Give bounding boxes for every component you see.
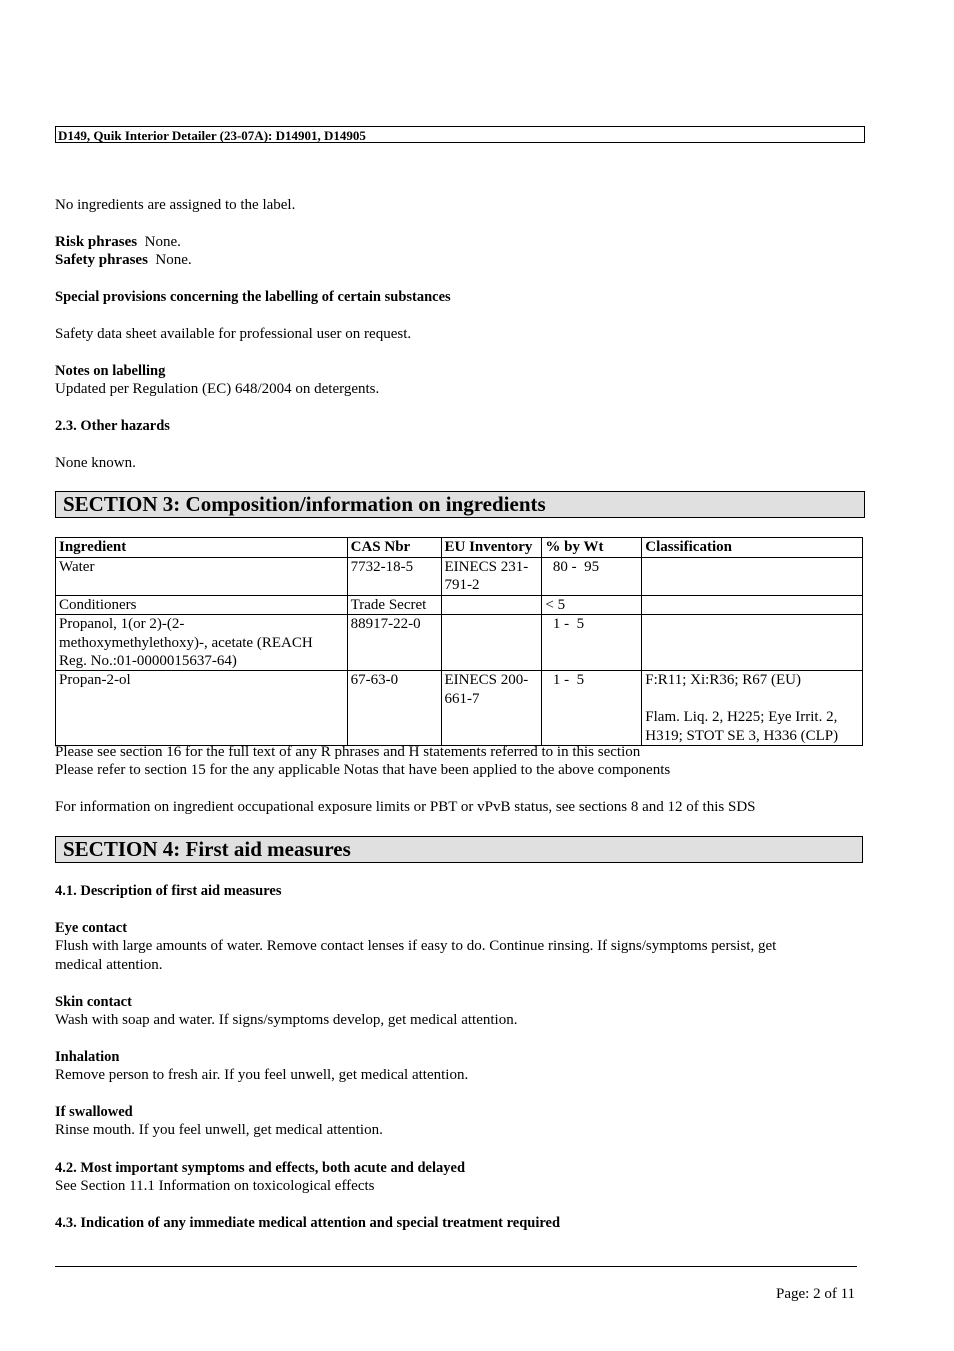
inhalation-text: Remove person to fresh air. If you feel unwell, get medical attention. [55, 1067, 469, 1083]
table-row [56, 558, 863, 596]
other-hazards-heading: 2.3. Other hazards [55, 418, 170, 434]
cell-wt: 1 - 5 [542, 615, 642, 671]
footer-divider [55, 1266, 857, 1267]
inhalation-heading: Inhalation [55, 1049, 120, 1065]
notes-labelling-text: Updated per Regulation (EC) 648/2004 on detergents. [55, 381, 380, 397]
table-row [56, 671, 863, 746]
cell-classification [642, 615, 863, 671]
cell-classification [642, 595, 863, 614]
safety-phrases-label: Safety phrases [55, 252, 148, 268]
section-3-note-r-phrases: Please see section 16 for the full text of any R phrases and H statements referred to in this section [55, 744, 641, 760]
col-wt: % by Wt [542, 538, 642, 558]
notes-labelling-heading: Notes on labelling [55, 363, 166, 379]
special-provisions-text: Safety data sheet available for professional user on request. [55, 326, 412, 342]
table-header-row [56, 538, 863, 558]
first-aid-description-heading: 4.1. Description of first aid measures [55, 883, 282, 899]
col-cas: CAS Nbr [347, 538, 441, 558]
col-ingredient: Ingredient [56, 538, 348, 558]
section-3-title: SECTION 3: Composition/information on ingredients [55, 491, 865, 518]
cell-classification: F:R11; Xi:R36; R67 (EU) Flam. Liq. 2, H225; Eye Irrit. 2, H319; STOT SE 3, H336 (CLP) [642, 671, 863, 746]
symptoms-heading: 4.2. Most important symptoms and effects, both acute and delayed [55, 1160, 466, 1176]
page-number: Page: 2 of 11 [776, 1286, 856, 1302]
section-3-note-notas: Please refer to section 15 for the any applicable Notas that have been applied to the above components [55, 762, 671, 778]
safety-phrases-value: None. [155, 252, 192, 268]
eye-contact-text-1: Flush with large amounts of water. Remove contact lenses if easy to do. Continue rinsing. If signs/symptoms persist, get [55, 938, 777, 954]
section-3-note-exposure: For information on ingredient occupational exposure limits or PBT or vPvB status, see sections 8 and 12 of this SDS [55, 799, 756, 815]
risk-phrases-label: Risk phrases [55, 234, 138, 250]
cell-eu: EINECS 231- 791-2 [441, 558, 542, 596]
if-swallowed-text: Rinse mouth. If you feel unwell, get medical attention. [55, 1122, 383, 1138]
cell-wt: 1 - 5 [542, 671, 642, 746]
risk-phrases-line [55, 233, 181, 251]
cell-cas: 88917-22-0 [347, 615, 441, 671]
eye-contact-text-2: medical attention. [55, 957, 163, 973]
cell-classification [642, 558, 863, 596]
other-hazards-text: None known. [55, 455, 136, 471]
skin-contact-text: Wash with soap and water. If signs/symptoms develop, get medical attention. [55, 1012, 518, 1028]
skin-contact-heading: Skin contact [55, 994, 132, 1010]
cell-ingredient: Propan-2-ol [56, 671, 348, 746]
col-eu-inventory: EU Inventory [441, 538, 542, 558]
cell-wt: 80 - 95 [542, 558, 642, 596]
cell-eu [441, 595, 542, 614]
if-swallowed-heading: If swallowed [55, 1104, 133, 1120]
indication-heading: 4.3. Indication of any immediate medical attention and special treatment required [55, 1215, 561, 1231]
special-provisions-heading: Special provisions concerning the labelling of certain substances [55, 289, 451, 305]
eye-contact-heading: Eye contact [55, 920, 128, 936]
no-ingredients-text: No ingredients are assigned to the label. [55, 197, 296, 213]
cell-eu: EINECS 200- 661-7 [441, 671, 542, 746]
symptoms-text: See Section 11.1 Information on toxicological effects [55, 1178, 375, 1194]
cell-ingredient: Propanol, 1(or 2)-(2- methoxymethylethoxy)-, acetate (REACH Reg. No.:01-0000015637-64) [56, 615, 348, 671]
cell-ingredient: Conditioners [56, 595, 348, 614]
col-classification: Classification [642, 538, 863, 558]
ingredients-table [55, 537, 863, 746]
cell-wt: < 5 [542, 595, 642, 614]
risk-phrases-value: None. [144, 234, 181, 250]
cell-cas: 67-63-0 [347, 671, 441, 746]
cell-cas: Trade Secret [347, 595, 441, 614]
table-row [56, 595, 863, 614]
document-header: D149, Quik Interior Detailer (23-07A): D14901, D14905 [55, 126, 865, 143]
safety-phrases-line [55, 251, 192, 269]
cell-cas: 7732-18-5 [347, 558, 441, 596]
cell-eu [441, 615, 542, 671]
section-4-title: SECTION 4: First aid measures [55, 836, 863, 863]
cell-ingredient: Water [56, 558, 348, 596]
table-row [56, 615, 863, 671]
